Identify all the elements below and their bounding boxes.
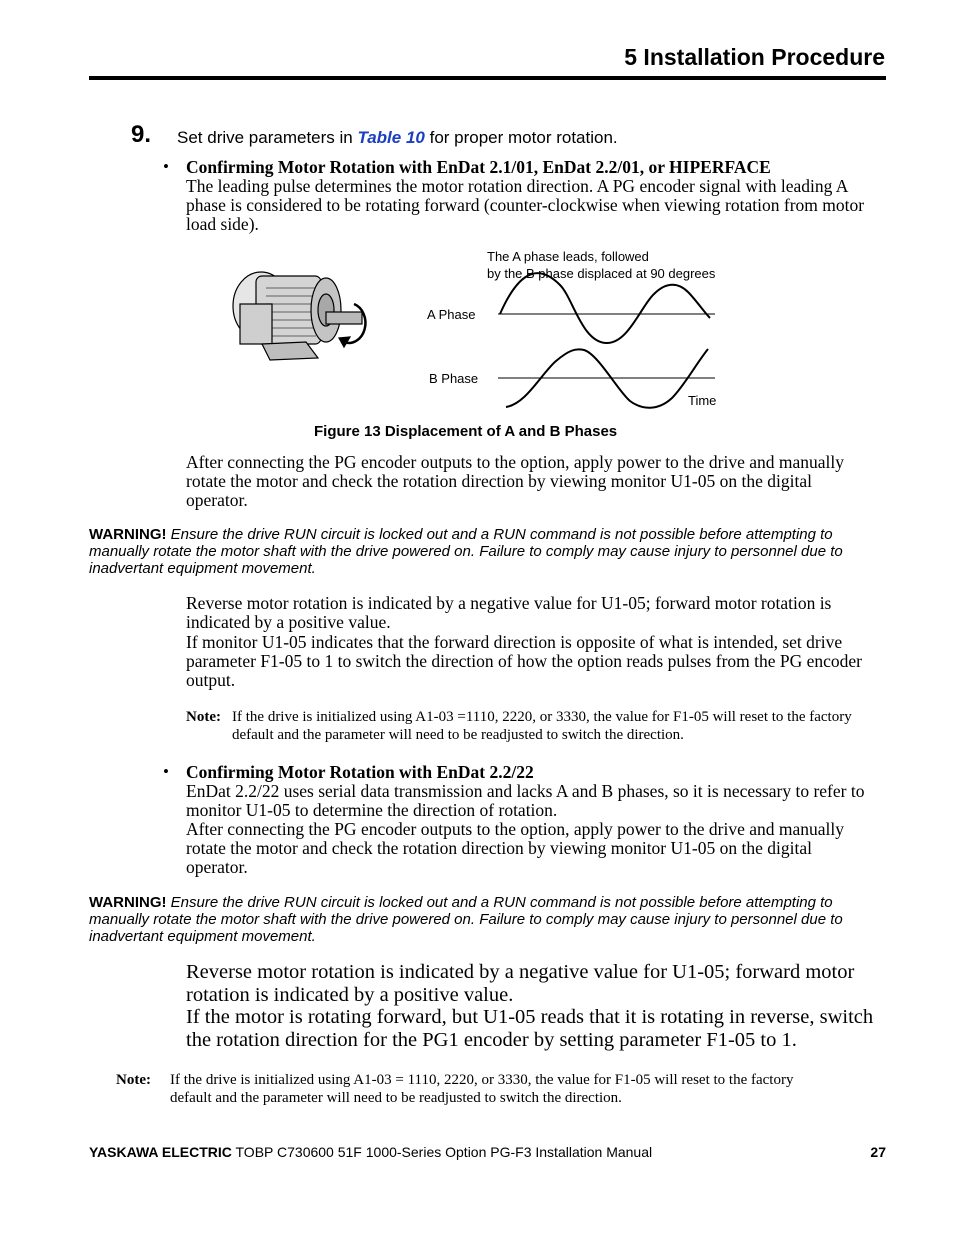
warning-2-text: Ensure the drive RUN circuit is locked out and a RUN command is not possible before attempting to manually rotate the motor shaft with the drive powered on. Failure to comply may cause injury to personnel due to inadvertant equipment movement. <box>89 894 843 945</box>
a-phase-label: A Phase <box>427 307 476 322</box>
time-label: Time <box>688 393 717 408</box>
figure-caption: Figure 13 Displacement of A and B Phases <box>314 423 618 440</box>
bullet-marker: • <box>163 762 169 781</box>
note-1-text: If the drive is initialized using A1-03 =1110, 2220, or 3330, the value for F1-05 will reset to the factory default and the parameter will need to be readjusted to switch the direction. <box>232 709 852 743</box>
section-title: 5 Installation Procedure <box>624 44 885 70</box>
b-phase-label: B Phase <box>429 371 479 386</box>
footer-doc: TOBP C730600 51F 1000-Series Option PG-F3 Installation Manual <box>231 1144 653 1160</box>
para-reverse-1: Reverse motor rotation is indicated by a negative value for U1-05; forward motor rotation is indicated by a positive value. <box>186 593 832 632</box>
footer-doc-title <box>89 1144 652 1160</box>
header-rule <box>89 76 886 80</box>
a-phase-wave <box>500 273 710 343</box>
note-1-label: Note: <box>186 709 221 725</box>
warning-1 <box>89 526 889 577</box>
para-forward: If the motor is rotating forward, but U1-05 reads that it is rotating in reverse, switch the rotation direction for the PG1 encoder by setting parameter F1-05 to 1. <box>186 1006 874 1051</box>
bullet2-body1: EnDat 2.2/22 uses serial data transmission and lacks A and B phases, so it is necessary to refer to monitor U1-05 to determine the direction of rotation. <box>186 781 865 820</box>
para-after-figure: After connecting the PG encoder outputs to the option, apply power to the drive and manually rotate the motor and check the rotation direction by viewing monitor U1-05 on the digital operator. <box>186 452 845 510</box>
bullet1-title: Confirming Motor Rotation with EnDat 2.1/01, EnDat 2.2/01, or HIPERFACE <box>186 157 771 177</box>
para-monitor: If monitor U1-05 indicates that the forward direction is opposite of what is intended, set drive parameter F1-05 to 1 to switch the direction of how the option reads pulses from the PG encoder output. <box>186 632 863 690</box>
step-number: 9. <box>131 121 152 148</box>
page-number: 27 <box>870 1144 886 1160</box>
step-text <box>177 128 618 148</box>
bullet2-body2: After connecting the PG encoder outputs to the option, apply power to the drive and manually rotate the motor and check the rotation direction by viewing monitor U1-05 on the digital operator. <box>186 819 845 877</box>
bullet-marker: • <box>163 157 169 176</box>
footer-brand: YASKAWA ELECTRIC <box>89 1144 232 1160</box>
bullet2-title: Confirming Motor Rotation with EnDat 2.2/22 <box>186 762 534 782</box>
motor-icon <box>233 272 365 360</box>
table-10-link[interactable]: Table 10 <box>357 128 425 147</box>
warning-1-text: Ensure the drive RUN circuit is locked out and a RUN command is not possible before attempting to manually rotate the motor shaft with the drive powered on. Failure to comply may cause injury to personnel due to inadvertant equipment movement. <box>89 526 843 577</box>
bullet1-body: The leading pulse determines the motor rotation direction. A PG encoder signal with leading A phase is considered to be rotating forward (counter-clockwise when viewing rotation from motor load side). <box>186 176 865 234</box>
warning-1-label: WARNING! <box>89 526 167 543</box>
step-text-after: for proper motor rotation. <box>424 128 618 147</box>
warning-2-label: WARNING! <box>89 894 167 911</box>
note-2-text: If the drive is initialized using A1-03 = 1110, 2220, or 3330, the value for F1-05 will reset to the factory default and the parameter will need to be readjusted to switch the direction. <box>170 1072 794 1106</box>
figure-annotation-line2: by the B phase displaced at 90 degrees <box>487 266 716 281</box>
warning-2 <box>89 894 889 945</box>
figure-annotation-line1: The A phase leads, followed <box>487 249 649 264</box>
step-text-before: Set drive parameters in <box>177 128 358 147</box>
note-2-label: Note: <box>116 1072 151 1088</box>
phase-figure <box>226 246 746 416</box>
para-reverse-2: Reverse motor rotation is indicated by a negative value for U1-05; forward motor rotation is indicated by a positive value. <box>186 961 855 1006</box>
